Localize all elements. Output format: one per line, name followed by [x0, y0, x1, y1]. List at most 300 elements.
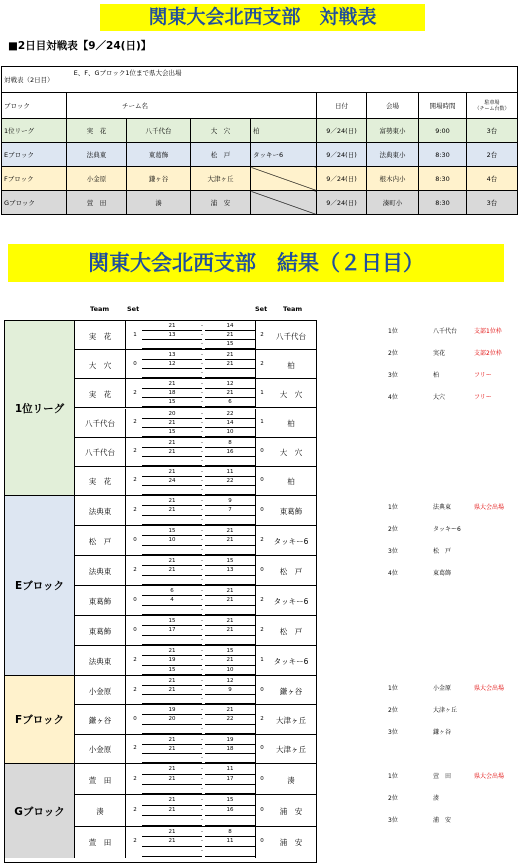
set-dash: - — [201, 816, 203, 823]
set-score-left: 18 — [142, 389, 202, 398]
schedule-row — [2, 119, 518, 143]
set-score-left: 15 — [142, 428, 202, 437]
standing-team: 松 戸 — [433, 548, 452, 555]
header-date: 日付 — [317, 93, 367, 119]
set-score-right: 12 — [205, 677, 255, 686]
set-score-left: 21 — [142, 506, 202, 515]
divider — [255, 586, 256, 615]
schedule-team: 小金原 — [67, 167, 127, 191]
standing-team: 柏 — [433, 372, 440, 379]
team-left: 八千代台 — [85, 419, 115, 429]
set-score-left: 21 — [142, 677, 202, 686]
divider — [125, 616, 126, 645]
header-start: 開場時間 — [419, 93, 467, 119]
standing-rank: 2位 — [388, 795, 398, 802]
match-row — [75, 586, 317, 616]
schedule-row — [2, 167, 518, 191]
set-dash: - — [201, 528, 203, 534]
set-score-left: 21 — [142, 566, 202, 575]
col-header-set1: Set — [127, 305, 140, 313]
set-dash: - — [201, 332, 203, 339]
set-count-right: 1 — [260, 657, 264, 663]
set-dash: - — [201, 716, 203, 723]
standing-team: 大津ヶ丘 — [433, 707, 458, 714]
set-score-right: 9 — [205, 686, 255, 695]
set-score-right: 22 — [205, 715, 255, 724]
set-score-left — [142, 369, 202, 378]
set-score-left — [142, 340, 202, 349]
header-parking: 駐車場 （チーム台数） — [467, 93, 518, 119]
set-count-left: 2 — [133, 775, 137, 782]
set-score-left: 15 — [142, 666, 202, 675]
col-header-team1: Team — [90, 305, 110, 313]
schedule-time: 9:00 — [419, 119, 467, 143]
standing-team: 八千代台 — [433, 328, 458, 335]
team-right: 湊 — [287, 775, 295, 785]
set-count-right: 0 — [260, 507, 264, 513]
schedule-block: Eブロック — [2, 143, 67, 167]
schedule-team: 鎌ヶ谷 — [127, 167, 191, 191]
set-score-left — [142, 695, 202, 704]
set-score-left — [142, 847, 202, 857]
team-right: 浦 安 — [279, 806, 303, 816]
set-score-right: 16 — [205, 448, 255, 457]
standing-rank: 3位 — [388, 817, 398, 824]
divider — [255, 321, 256, 349]
divider — [255, 496, 256, 525]
set-count-right: 2 — [260, 360, 264, 367]
set-score-right: 21 — [205, 331, 255, 340]
set-score-left — [142, 606, 202, 615]
divider — [125, 676, 126, 704]
set-score-left — [142, 636, 202, 645]
set-count-left: 2 — [133, 477, 137, 484]
schedule-venue: 根木内小 — [367, 167, 419, 191]
standing-rank: 4位 — [388, 394, 398, 401]
divider — [125, 586, 126, 615]
set-score-right — [205, 695, 255, 704]
set-dash: - — [201, 736, 203, 743]
set-count-right: 0 — [260, 806, 264, 813]
schedule-team: 法典東 — [67, 143, 127, 167]
set-count-right: 0 — [260, 775, 264, 782]
set-dash: - — [201, 576, 203, 583]
schedule-row — [2, 143, 518, 167]
set-score-left — [142, 516, 202, 525]
divider — [255, 676, 256, 704]
block-label: Eブロック — [5, 496, 75, 676]
set-score-right: 8 — [205, 439, 255, 448]
set-dash: - — [201, 766, 203, 772]
set-score-right: 15 — [205, 647, 255, 656]
match-row — [75, 795, 317, 826]
set-dash: - — [201, 448, 203, 455]
match-row — [75, 350, 317, 379]
standing-team: 浦 安 — [433, 817, 452, 824]
schedule-row — [2, 191, 518, 215]
set-dash: - — [201, 848, 203, 855]
block-label: 1位リーグ — [5, 321, 75, 496]
match-row — [75, 616, 317, 646]
set-score-right: 10 — [205, 428, 255, 437]
table-note-cell — [2, 67, 518, 93]
standing-note: フリー — [474, 372, 492, 379]
team-left: 八千代台 — [85, 448, 115, 458]
schedule-cars: 2台 — [467, 143, 518, 167]
team-left: 東葛飾 — [88, 597, 112, 606]
match-row — [75, 827, 317, 858]
match-row — [75, 379, 317, 408]
set-score-left: 20 — [142, 410, 202, 419]
set-score-right: 13 — [205, 566, 255, 575]
set-score-left: 21 — [142, 647, 202, 656]
col-header-team2: Team — [283, 305, 303, 313]
set-score-left: 20 — [142, 715, 202, 724]
set-dash: - — [201, 457, 203, 464]
set-count-left: 2 — [133, 657, 137, 663]
set-dash: - — [201, 558, 203, 564]
team-left: 実 花 — [88, 477, 112, 487]
set-score-right — [205, 847, 255, 857]
set-count-left: 2 — [133, 448, 137, 455]
team-left: 鎌ヶ谷 — [88, 715, 112, 725]
table-label: 対戦表（2日目） — [4, 76, 54, 84]
set-score-right: 8 — [205, 828, 255, 838]
set-count-right: 0 — [260, 448, 264, 455]
set-dash: - — [201, 597, 203, 604]
set-score-right: 17 — [205, 775, 255, 785]
schedule-team: 大 穴 — [191, 119, 251, 143]
set-dash: - — [201, 627, 203, 634]
set-dash: - — [201, 546, 203, 553]
divider — [255, 705, 256, 733]
divider — [255, 438, 256, 466]
team-right: 大津ヶ丘 — [276, 715, 306, 725]
set-score-right: 11 — [205, 837, 255, 847]
standing-note: 県大会出場 — [474, 685, 505, 692]
set-score-right: 9 — [205, 497, 255, 506]
set-score-right: 12 — [205, 380, 255, 389]
table-note: E、F、Gブロック1位まで県大会出場 — [73, 69, 182, 77]
standing-team: 萱 田 — [433, 773, 452, 780]
divider — [255, 616, 256, 645]
team-right: 大津ヶ丘 — [276, 745, 306, 755]
schedule-team: 東葛飾 — [127, 143, 191, 167]
set-score-right: 21 — [205, 351, 255, 360]
set-score-left: 21 — [142, 439, 202, 448]
set-count-left: 2 — [133, 806, 137, 813]
team-right: タッキー6 — [273, 657, 309, 666]
set-score-left: 24 — [142, 477, 202, 486]
divider — [125, 556, 126, 585]
set-dash: - — [201, 516, 203, 523]
schedule-time: 8:30 — [419, 167, 467, 191]
team-right: 松 戸 — [279, 567, 303, 576]
standing-team: 実花 — [433, 350, 446, 357]
header-venue: 会場 — [367, 93, 419, 119]
set-dash: - — [201, 618, 203, 624]
set-score-left — [142, 457, 202, 466]
set-score-left: 15 — [142, 617, 202, 626]
schedule-team: 柏 — [251, 119, 317, 143]
team-right: 浦 安 — [279, 838, 303, 848]
set-score-left: 21 — [142, 322, 202, 331]
set-dash: - — [201, 468, 203, 475]
set-score-left: 21 — [142, 448, 202, 457]
set-score-left — [142, 725, 202, 734]
schedule-team: 大津ヶ丘 — [191, 167, 251, 191]
standing-team: 鎌ヶ谷 — [433, 729, 452, 736]
divider — [125, 705, 126, 733]
match-row — [75, 409, 317, 438]
divider — [125, 350, 126, 378]
divider — [125, 764, 126, 794]
set-score-right: 21 — [205, 626, 255, 635]
set-score-left: 21 — [142, 419, 202, 428]
set-score-left: 21 — [142, 775, 202, 785]
standing-rank: 2位 — [388, 707, 398, 714]
set-dash: - — [201, 486, 203, 493]
results-title: 関東大会北西支部 結果（２日目） — [8, 244, 504, 282]
set-score-left — [142, 546, 202, 555]
schedule-team: 湊 — [127, 191, 191, 215]
set-score-left: 21 — [142, 497, 202, 506]
set-dash: - — [201, 399, 203, 406]
set-count-left: 0 — [133, 597, 137, 603]
set-dash: - — [201, 725, 203, 732]
set-score-right: 21 — [205, 617, 255, 626]
set-count-right: 0 — [260, 838, 264, 845]
schedule-team — [251, 167, 317, 191]
team-right: 鎌ヶ谷 — [279, 686, 303, 696]
set-dash: - — [201, 352, 203, 359]
schedule-cars: 3台 — [467, 119, 518, 143]
set-score-right: 19 — [205, 736, 255, 745]
set-score-left — [142, 576, 202, 585]
set-score-right — [205, 546, 255, 555]
set-score-right: 21 — [205, 596, 255, 605]
standing-note: フリー — [474, 394, 492, 401]
team-right: タッキー6 — [273, 537, 309, 546]
set-dash: - — [201, 696, 203, 703]
set-dash: - — [201, 439, 203, 446]
schedule-block: Fブロック — [2, 167, 67, 191]
set-score-left: 19 — [142, 706, 202, 715]
set-dash: - — [201, 361, 203, 368]
team-right: タッキー6 — [273, 597, 309, 606]
set-dash: - — [201, 687, 203, 694]
set-score-right: 18 — [205, 745, 255, 754]
schedule-venue: 富勢東小 — [367, 119, 419, 143]
divider — [255, 735, 256, 763]
set-count-right: 1 — [260, 389, 264, 396]
team-left: 松 戸 — [88, 537, 112, 546]
set-score-right: 14 — [205, 322, 255, 331]
block-label: Fブロック — [5, 676, 75, 764]
standing-team: 大穴 — [433, 394, 446, 401]
set-score-left: 4 — [142, 596, 202, 605]
set-score-left — [142, 754, 202, 763]
schedule-table — [1, 66, 518, 215]
set-dash: - — [201, 785, 203, 792]
divider — [255, 467, 256, 495]
set-score-right — [205, 486, 255, 495]
schedule-team: 八千代台 — [127, 119, 191, 143]
set-score-left: 21 — [142, 380, 202, 389]
set-score-left: 6 — [142, 587, 202, 596]
set-dash: - — [201, 807, 203, 814]
divider — [125, 526, 126, 555]
team-right: 大 穴 — [279, 389, 303, 399]
set-score-left: 21 — [142, 745, 202, 754]
team-right: 八千代台 — [276, 331, 306, 341]
match-row — [75, 705, 317, 734]
set-score-right: 21 — [205, 527, 255, 536]
set-score-left: 21 — [142, 557, 202, 566]
set-score-left — [142, 785, 202, 795]
team-right: 柏 — [287, 360, 295, 370]
standing-rank: 3位 — [388, 372, 398, 379]
results-grid — [4, 320, 317, 863]
set-score-left: 13 — [142, 351, 202, 360]
standing-rank: 1位 — [388, 685, 398, 692]
set-dash: - — [201, 507, 203, 514]
schedule-team: 萱 田 — [67, 191, 127, 215]
set-score-left: 10 — [142, 536, 202, 545]
set-count-right: 2 — [260, 627, 264, 633]
match-row — [75, 467, 317, 496]
divider — [255, 795, 256, 825]
schedule-team: 実 花 — [67, 119, 127, 143]
set-count-left: 2 — [133, 567, 137, 573]
set-count-right: 0 — [260, 745, 264, 752]
set-dash: - — [201, 648, 203, 654]
standing-rank: 1位 — [388, 328, 398, 335]
match-row — [75, 438, 317, 467]
match-row — [75, 496, 317, 526]
schedule-team: 浦 安 — [191, 191, 251, 215]
set-score-left: 21 — [142, 796, 202, 806]
header-teams: チーム名 — [67, 93, 317, 119]
set-dash: - — [201, 477, 203, 484]
set-count-left: 2 — [133, 507, 137, 513]
set-score-left — [142, 486, 202, 495]
set-count-left: 0 — [133, 360, 137, 367]
set-dash: - — [201, 745, 203, 752]
set-score-right: 22 — [205, 410, 255, 419]
set-count-right: 0 — [260, 686, 264, 693]
schedule-date: 9／24(日) — [317, 191, 367, 215]
divider — [125, 795, 126, 825]
set-dash: - — [201, 606, 203, 613]
set-score-right: 16 — [205, 806, 255, 816]
set-dash: - — [201, 323, 203, 329]
set-count-left: 0 — [133, 537, 137, 543]
set-count-left: 2 — [133, 838, 137, 845]
set-dash: - — [201, 797, 203, 804]
set-dash: - — [201, 410, 203, 417]
set-score-right — [205, 516, 255, 525]
team-left: 湊 — [96, 806, 104, 816]
schedule-venue: 法典東小 — [367, 143, 419, 167]
set-dash: - — [201, 428, 203, 435]
schedule-team: 松 戸 — [191, 143, 251, 167]
set-score-left: 21 — [142, 468, 202, 477]
set-score-right: 21 — [205, 536, 255, 545]
divider — [255, 764, 256, 794]
set-score-right: 11 — [205, 468, 255, 477]
set-score-right: 15 — [205, 796, 255, 806]
set-count-right: 0 — [260, 477, 264, 484]
standing-note: 支部2位枠 — [474, 350, 502, 357]
set-score-right: 21 — [205, 587, 255, 596]
set-score-left: 21 — [142, 837, 202, 847]
set-score-left: 21 — [142, 806, 202, 816]
set-score-right: 14 — [205, 419, 255, 428]
schedule-team: タッキー6 — [251, 143, 317, 167]
set-count-left: 0 — [133, 715, 137, 722]
divider — [125, 827, 126, 858]
set-score-right: 15 — [205, 557, 255, 566]
set-score-left: 21 — [142, 686, 202, 695]
standing-team: 湊 — [433, 795, 440, 802]
set-dash: - — [201, 754, 203, 761]
set-score-left: 13 — [142, 331, 202, 340]
divider — [125, 321, 126, 349]
set-score-right: 21 — [205, 360, 255, 369]
standing-rank: 2位 — [388, 526, 398, 533]
set-dash: - — [201, 775, 203, 782]
set-count-right: 2 — [260, 715, 264, 722]
set-count-right: 1 — [260, 419, 264, 426]
set-score-left: 17 — [142, 626, 202, 635]
team-right: 柏 — [287, 477, 295, 487]
schedule-cars: 4台 — [467, 167, 518, 191]
standing-note: 県大会出場 — [474, 504, 505, 511]
match-row — [75, 321, 317, 350]
set-count-left: 2 — [133, 389, 137, 396]
set-dash: - — [201, 567, 203, 574]
set-score-right: 11 — [205, 765, 255, 775]
team-left: 大 穴 — [88, 360, 112, 370]
team-left: 小金原 — [88, 686, 112, 696]
match-row — [75, 764, 317, 795]
set-dash: - — [201, 537, 203, 544]
set-dash: - — [201, 657, 203, 664]
set-dash: - — [201, 370, 203, 377]
match-row — [75, 676, 317, 705]
match-row — [75, 556, 317, 586]
set-dash: - — [201, 498, 203, 504]
divider — [125, 735, 126, 763]
schedule-time: 8:30 — [419, 143, 467, 167]
set-dash: - — [201, 341, 203, 348]
standing-rank: 4位 — [388, 570, 398, 577]
standing-team: 小金原 — [433, 685, 452, 692]
standing-team: 法典東 — [433, 504, 452, 511]
team-left: 実 花 — [88, 389, 112, 399]
schedule-date: 9／24(日) — [317, 167, 367, 191]
standing-team: 東葛飾 — [433, 570, 452, 577]
team-right: 柏 — [287, 419, 295, 429]
set-score-left: 15 — [142, 398, 202, 407]
divider — [255, 350, 256, 378]
team-left: 小金原 — [88, 745, 112, 755]
divider — [125, 438, 126, 466]
schedule-venue: 湊町小 — [367, 191, 419, 215]
set-dash: - — [201, 381, 203, 388]
set-dash: - — [201, 390, 203, 397]
